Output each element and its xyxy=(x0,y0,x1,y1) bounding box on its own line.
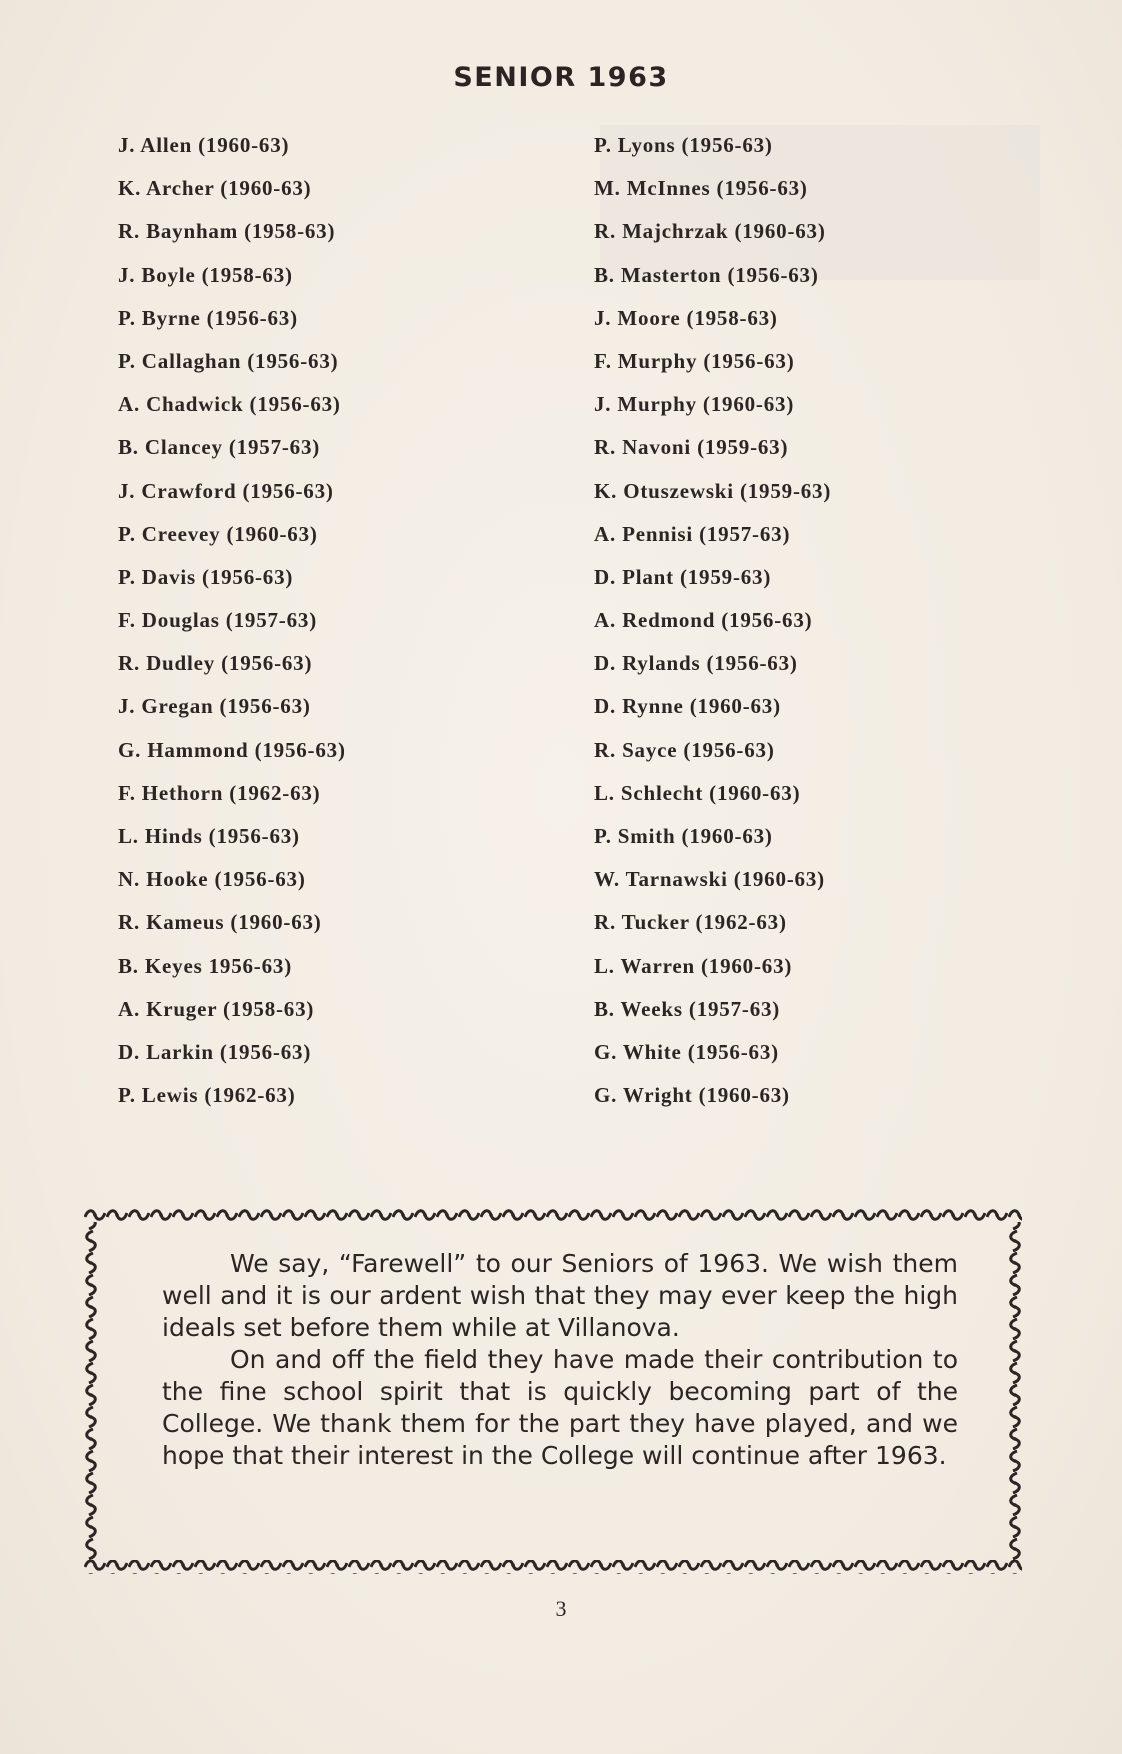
senior-entry: R. Dudley (1956-63) xyxy=(118,651,313,676)
page-title: SENIOR 1963 xyxy=(453,62,669,93)
senior-entry: P. Smith (1960-63) xyxy=(594,824,773,848)
senior-entry: N. Hooke (1956-63) xyxy=(118,867,306,892)
senior-entry: P. Callaghan (1956-63) xyxy=(118,348,339,373)
senior-entry: D. Larkin (1956-63) xyxy=(118,1039,312,1064)
senior-entry: F. Hethorn (1962-63) xyxy=(118,780,321,805)
senior-entry: G. White (1956-63) xyxy=(594,1039,779,1064)
senior-entry: P. Lyons (1956-63) xyxy=(594,133,773,157)
farewell-paragraph: On and off the field they have made their contribution to the fine school spirit that is quickly becoming part of the College. We thank them for the part they have played, and we hope that their interest in the College will continue after 1963. xyxy=(162,1345,958,1470)
senior-entry: J. Allen (1960-63) xyxy=(118,133,290,157)
senior-entry: R. Sayce (1956-63) xyxy=(594,737,775,762)
senior-entry: W. Tarnawski (1960-63) xyxy=(594,867,825,892)
senior-entry: J. Murphy (1960-63) xyxy=(594,392,795,417)
senior-entry: L. Schlecht (1960-63) xyxy=(594,780,801,805)
senior-entry: R. Navoni (1959-63) xyxy=(594,435,789,460)
senior-entry: L. Warren (1960-63) xyxy=(594,953,793,978)
senior-entry: J. Moore (1958-63) xyxy=(594,305,778,330)
senior-entry: J. Boyle (1958-63) xyxy=(118,262,293,287)
farewell-message xyxy=(162,1248,958,1472)
senior-entry: A. Chadwick (1956-63) xyxy=(118,392,341,417)
senior-entry: A. Pennisi (1957-63) xyxy=(594,521,791,546)
senior-entry: R. Tucker (1962-63) xyxy=(594,910,787,935)
page-number: 3 xyxy=(555,1596,567,1621)
senior-entry: F. Douglas (1957-63) xyxy=(118,608,317,633)
senior-entry: F. Murphy (1956-63) xyxy=(594,348,795,373)
farewell-paragraph: We say, “Farewell” to our Seniors of 1963. We wish them well and it is our ardent wish that they may ever keep the high ideals set before them while at Villanova. xyxy=(162,1249,958,1342)
senior-entry: B. Keyes 1956-63) xyxy=(118,953,292,978)
senior-entry: R. Majchrzak (1960-63) xyxy=(594,219,826,244)
senior-entry: J. Gregan (1956-63) xyxy=(118,694,311,719)
senior-entry: R. Kameus (1960-63) xyxy=(118,910,322,935)
senior-entry: P. Byrne (1956-63) xyxy=(118,305,298,330)
senior-entry: G. Wright (1960-63) xyxy=(594,1083,790,1108)
senior-entry: K. Archer (1960-63) xyxy=(118,176,312,201)
senior-entry: A. Kruger (1958-63) xyxy=(118,996,315,1021)
senior-entry: G. Hammond (1956-63) xyxy=(118,737,346,762)
senior-entry: D. Rynne (1960-63) xyxy=(594,694,781,719)
senior-entry: A. Redmond (1956-63) xyxy=(594,608,813,633)
senior-entry: P. Creevey (1960-63) xyxy=(118,521,318,546)
senior-entry: L. Hinds (1956-63) xyxy=(118,824,300,848)
senior-entry: M. McInnes (1956-63) xyxy=(594,176,808,201)
senior-entry: P. Lewis (1962-63) xyxy=(118,1083,296,1108)
senior-entry: D. Rylands (1956-63) xyxy=(594,651,798,676)
seniors-list-right xyxy=(594,130,831,1123)
senior-entry: R. Baynham (1958-63) xyxy=(118,219,336,244)
senior-entry: B. Weeks (1957-63) xyxy=(594,996,781,1021)
senior-entry: K. Otuszewski (1959-63) xyxy=(594,478,832,503)
senior-entry: B. Clancey (1957-63) xyxy=(118,435,321,460)
senior-entry: B. Masterton (1956-63) xyxy=(594,262,819,287)
senior-entry: D. Plant (1959-63) xyxy=(594,564,772,589)
seniors-list-left xyxy=(118,130,346,1123)
senior-entry: J. Crawford (1956-63) xyxy=(118,478,334,503)
senior-entry: P. Davis (1956-63) xyxy=(118,564,294,589)
